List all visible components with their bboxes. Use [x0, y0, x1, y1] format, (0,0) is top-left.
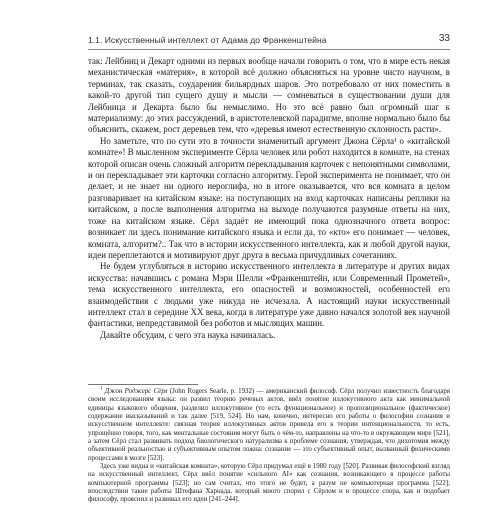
body-text [88, 56, 450, 341]
running-head [88, 33, 450, 47]
header-rule [88, 49, 450, 50]
page-number: 33 [438, 33, 450, 44]
paragraph: Давайте обсудим, с чего эта наука начиналась. [100, 329, 276, 340]
paragraph: так: Лейбниц и Декарт одними из первых вообще начали говорить о том, что в мире есть некая механистическая «материя», в которой всё должно объясняться на уровне чисто научном, в терминах, так сказать, соударения бильярдных шаров. Это потребовало от них поместить в какой-то другой тип сущего душу и мысли — сомневаться в существовании души для Лейбница и Декарта было бы немыслимо. Но это всё равно был огромный шаг к материализму: до этих рассуждений, в аристотелевской парадигме, вполне нормально было бы объяснить, скажем, рост деревьев тем, что «деревья имеют естественную склонность расти». [88, 56, 450, 135]
footnote-text: (John Rogers Searle, р. 1932) — американский философ. Сёрл получил известность благодаря своим исследованиям языка: он развил теорию речевых актов, ввёл понятие иллокутивного акта как минимальной единицы языкового общения, разделил иллокутивное (то есть функциональное) и пропозициональное (фактическое) содержание высказываний и так далее [519, 524]. Но нам, конечно, интересно его работы о философии сознания и искусственном интеллекте: связная теория иллокутивных актов привела его к теории интенциональности, то есть, упрощённо говоря, того, как ментальные состояния могут быть о чём-то, направлены на что-то в окружающем мире [521], а затем Сёрл стал развивать подход биологического натурализма к проблеме сознания, утверждая, что дихотомия между объективной реальностью и субъективным опытом ложна: сознание — это субъективный опыт, вызванный физическими процессами в мозге [523]. [88, 388, 451, 462]
footnote [88, 388, 450, 505]
footnote-author: Джон Роджерс Сёрл [104, 388, 168, 395]
paragraph: Не будем углубляться в историю искусственного интеллекта в литературе и других видах искусства: начавшись с романа Мэри Шелли «Франкенштейн, или Современный Прометей», тема искусственного интеллекта, его опасностей и возможностей, особенностей его взаимодействия с людьми уже никуда не исчезала. А настоящий науки искусственный интеллект стал в середине XX века, когда в литературе уже давно начался золотой век научной фантастики, непредставимой без роботов и мыслящих машин. [88, 261, 450, 329]
footnote-marker: 1 [100, 386, 103, 392]
footnote-rule [88, 384, 198, 385]
footnote-paragraph [88, 388, 450, 463]
paragraph: Но заметьте, что по сути это в точности знаменитый аргумент Джона Сёрла¹ о «китайской комнате»! В мысленном эксперименте Сёрла человек или робот находится в комнате, на стенах которой описан очень сложный алгоритм перекладывания карточек с непонятными символами, и он перекладывает эти карточки согласно алгоритму. Герой эксперимента не понимает, что он делает, и не знает ни одного иероглифа, но в итоге оказывается, что вся комната в целом разговаривает на китайском языке: на поступающих на вход карточках написаны реплики на китайском, а после выполнения алгоритма на выходе получаются разумные ответы на них, тоже на китайском языке. Сёрл задаёт не имеющий пока однозначного ответа вопрос: возникает ли здесь понимание китайского языка и если да, то «кто» его понимает — человек, комната, алгоритм?.. Так что в истории искусственного интеллекта, как и любой другой науки, идеи переплетаются и мотивируют друг друга в весьма причудливых сочетаниях. [88, 135, 450, 260]
footnote-paragraph: Здесь уже видна и «китайская комната», которую Сёрл придумал ещё в 1980 году [520]. Развивая философский взгляд на искусственный интеллект, Сёрл ввёл понятие «сильного AI» как сознания, возникающего в процессе работы компьютерной программы [523]; но сам считал, что этого не будет, а разум не компьютерная программа [522]; впоследствии такие работы Штефана Харнада, который много спорил с Сёрлом и в процессе спора, как и подобает философу, прояснил и развивал его идеи [241–244]. [88, 463, 450, 504]
running-title: 1.1. Искусственный интеллект от Адама до Франкенштейна [88, 35, 327, 45]
